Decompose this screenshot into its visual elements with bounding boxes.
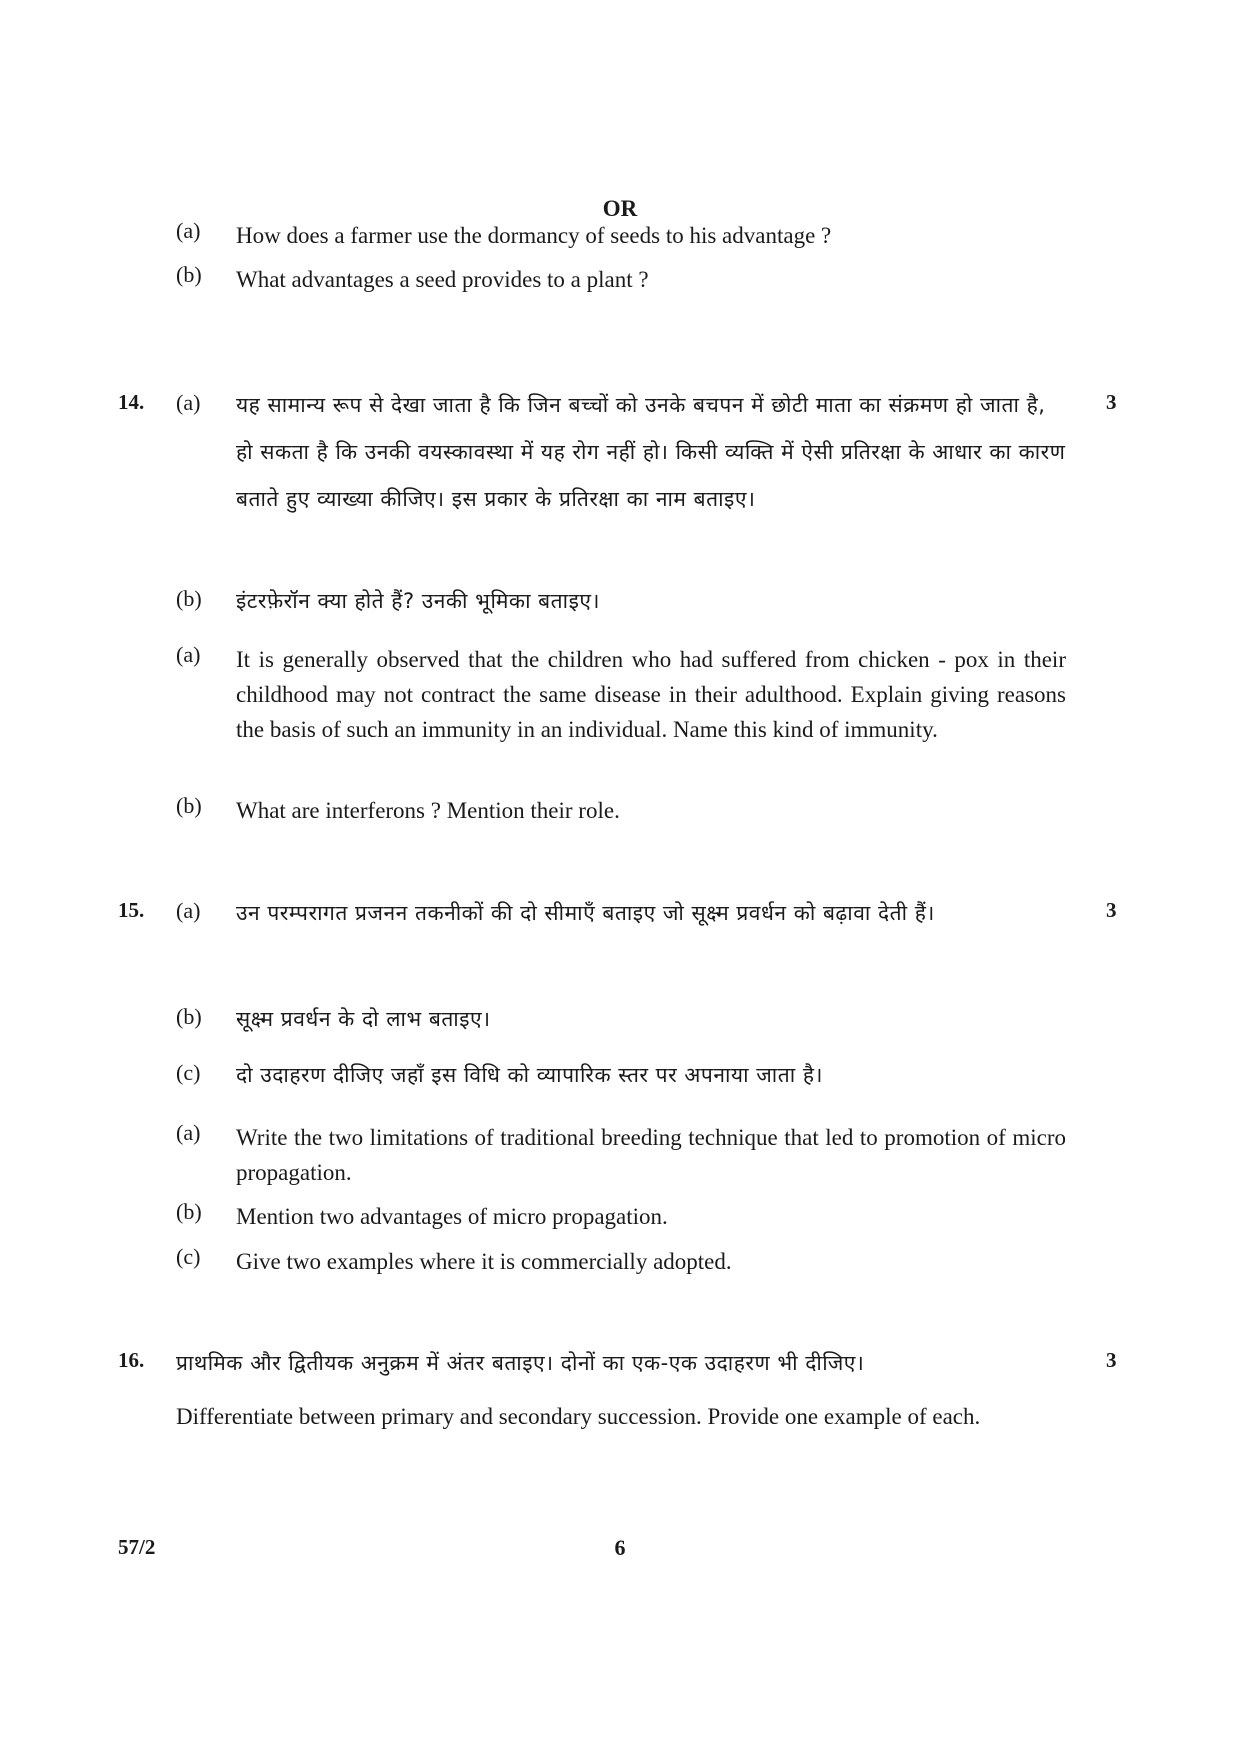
question-number: 15.	[118, 898, 145, 922]
item-label: (b)	[176, 586, 202, 611]
question-text: Differentiate between primary and secondary succession. Provide one example of each.	[176, 1404, 981, 1429]
question-text: What advantages a seed provides to a plant ?	[236, 267, 649, 292]
page-number: 6	[614, 1535, 626, 1560]
marks: 3	[1106, 898, 1117, 922]
item-label: (b)	[176, 793, 202, 818]
item-label: (a)	[176, 1120, 201, 1145]
marks: 3	[1106, 390, 1117, 414]
question-text: Give two examples where it is commercially adopted.	[236, 1249, 732, 1274]
question-text-hindi: इंटरफ़ेरॉन क्या होते हैं? उनकी भूमिका बताइए।	[236, 589, 600, 613]
question-text-hindi: यह सामान्य रूप से देखा जाता है कि जिन बच्चों को उनके बचपन में छोटी माता का संक्रमण हो जाता है, हो सकता है कि उनकी वयस्कावस्था में यह रोग नहीं हो। किसी व्यक्ति में ऐसी प्रतिरक्षा के आधार का कारण बताते हुए व्याख्या कीजिए। इस प्रकार के प्रतिरक्षा का नाम बताइए।	[236, 393, 1066, 511]
paper-code: 57/2	[118, 1535, 156, 1559]
item-label: (c)	[176, 1060, 201, 1085]
question-text-hindi: दो उदाहरण दीजिए जहाँ इस विधि को व्यापारिक स्तर पर अपनाया जाता है।	[236, 1063, 823, 1087]
question-text: What are interferons ? Mention their role.	[236, 798, 620, 823]
question-text: Write the two limitations of traditional breeding technique that led to promotion of micro propagation.	[236, 1125, 1066, 1185]
question-text: It is generally observed that the children who had suffered from chicken - pox in their childhood may not contract the same disease in their adulthood. Explain giving reasons the basis of such an immunity in an individual. Name this kind of immunity.	[236, 647, 1066, 742]
item-label: (c)	[176, 1244, 201, 1269]
question-number: 16.	[118, 1348, 145, 1372]
question-text-hindi: प्राथमिक और द्वितीयक अनुक्रम में अंतर बताइए। दोनों का एक-एक उदाहरण भी दीजिए।	[176, 1351, 865, 1375]
question-text: Mention two advantages of micro propagation.	[236, 1204, 668, 1229]
question-number: 14.	[118, 390, 145, 414]
or-heading: OR	[602, 196, 638, 221]
item-label: (a)	[176, 642, 201, 667]
item-label: (a)	[176, 390, 201, 415]
item-label: (b)	[176, 262, 202, 287]
question-text: How does a farmer use the dormancy of seeds to his advantage ?	[236, 223, 832, 248]
question-text-hindi: सूक्ष्म प्रवर्धन के दो लाभ बताइए।	[236, 1007, 491, 1031]
item-label: (a)	[176, 898, 201, 923]
item-label: (b)	[176, 1004, 202, 1029]
marks: 3	[1106, 1348, 1117, 1372]
question-text-hindi: उन परम्परागत प्रजनन तकनीकों की दो सीमाएँ बताइए जो सूक्ष्म प्रवर्धन को बढ़ावा देती हैं।	[236, 901, 935, 925]
item-label: (b)	[176, 1199, 202, 1224]
item-label: (a)	[176, 218, 201, 243]
